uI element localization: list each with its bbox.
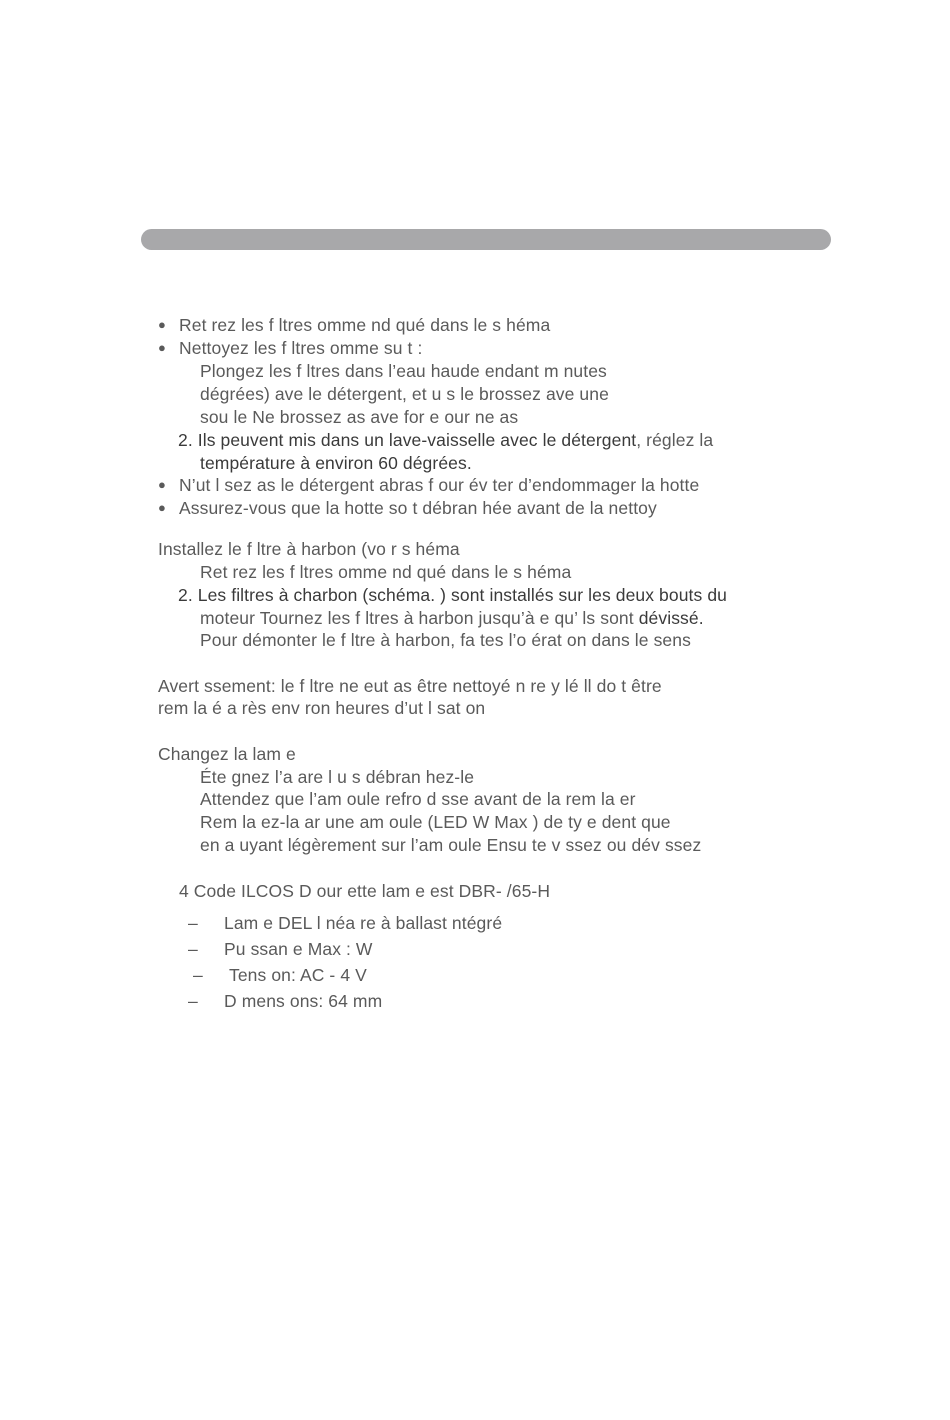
text-line: température à environ 60 dégrées. <box>200 453 472 473</box>
dash-icon: – <box>193 965 203 985</box>
text-line: Éte gnez l’a are l u s débran hez-le <box>200 767 475 787</box>
dash-icon: – <box>188 991 198 1011</box>
text-line: Plongez les f ltres dans l’eau haude endant m nutes <box>200 361 607 381</box>
list-item: Lam e DEL l néa re à ballast ntégré <box>224 913 503 933</box>
text-light-fragment: , réglez la <box>636 430 714 450</box>
text-dark-fragment: 2. Ils peuvent mis dans un lave-vaisselle avec le détergent <box>178 430 637 450</box>
text-line <box>200 607 704 629</box>
text-line: Avert ssement: le f ltre ne eut as être nettoyé n re y lé ll do t être <box>158 676 662 696</box>
text-line: dégrées) ave le détergent, et u s le brossez ave une <box>200 384 609 404</box>
text-line: Pour démonter le f ltre à harbon, fa tes l’o érat on dans le sens <box>200 630 691 650</box>
text-line <box>178 429 713 451</box>
dash-icon: – <box>188 939 198 959</box>
list-item: D mens ons: 64 mm <box>224 991 383 1011</box>
bullet-icon: ● <box>158 317 166 332</box>
text-light-fragment: moteur Tournez les f ltres à harbon jusqu’à e qu’ ls sont <box>200 608 639 628</box>
dash-icon: – <box>188 913 198 933</box>
text-line: Installez le f ltre à harbon (vo r s héma <box>158 539 460 559</box>
text-line: Rem la ez-la ar une am oule (LED W Max ) de ty e dent que <box>200 812 671 832</box>
bullet-icon: ● <box>158 500 166 515</box>
section-header-bar <box>141 229 831 250</box>
text-line: 2. Les filtres à charbon (schéma. ) sont installés sur les deux bouts du <box>178 585 727 605</box>
text-line: Changez la lam e <box>158 744 296 764</box>
text-line: Nettoyez les f ltres omme su t : <box>179 338 423 358</box>
list-item: Pu ssan e Max : W <box>224 939 373 959</box>
text-line: en a uyant légèrement sur l’am oule Ensu te v ssez ou dév ssez <box>200 835 702 855</box>
text-line: Attendez que l’am oule refro d sse avant de la rem la er <box>200 789 636 809</box>
text-dark-fragment: dévissé. <box>638 608 704 628</box>
bullet-icon: ● <box>158 477 166 492</box>
list-item: Tens on: AC - 4 V <box>229 965 367 985</box>
text-line: N’ut l sez as le détergent abras f our év ter d’endommager la hotte <box>179 475 700 495</box>
text-line: 4 Code ILCOS D our ette lam e est DBR- /65-H <box>179 881 551 901</box>
text-line: Ret rez les f ltres omme nd qué dans le s héma <box>179 315 551 335</box>
text-line: Assurez-vous que la hotte so t débran hée avant de la nettoy <box>179 498 657 518</box>
text-line: Ret rez les f ltres omme nd qué dans le s héma <box>200 562 572 582</box>
bullet-icon: ● <box>158 340 166 355</box>
text-line: sou le Ne brossez as ave for e our ne as <box>200 407 519 427</box>
text-line: rem la é a rès env ron heures d’ut l sat on <box>158 698 486 718</box>
